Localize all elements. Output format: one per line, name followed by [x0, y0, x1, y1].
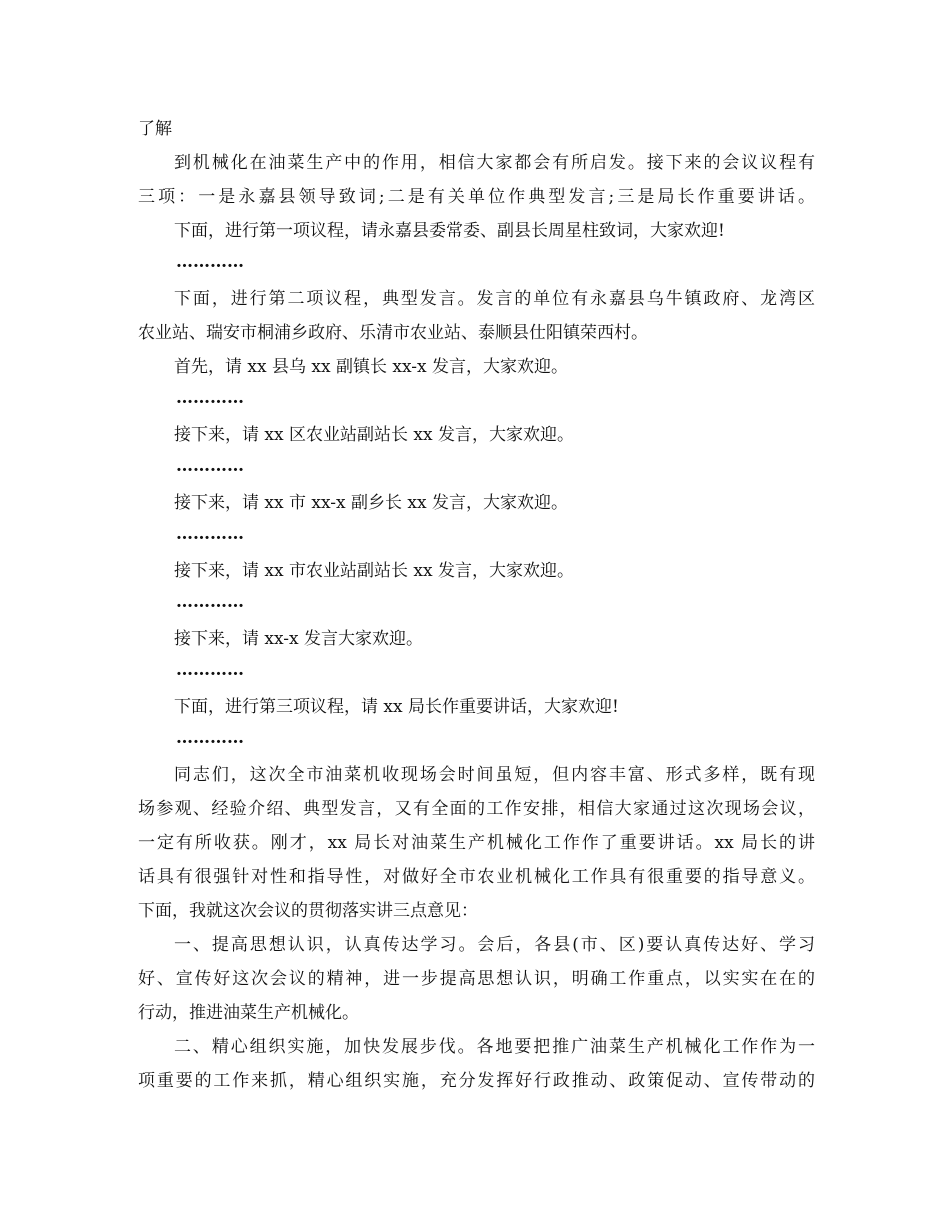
text-line: 了解 [138, 119, 172, 139]
text-line: 同志们，这次全市油菜机收现场会时间虽短，但内容丰富、形式多样，既有现 [174, 765, 815, 785]
text-line: 接下来，请 xx-x 发言大家欢迎。 [174, 629, 424, 649]
ellipsis-separator: ………… [176, 252, 244, 272]
text-line: 一定有所收获。刚才，xx 局长对油菜生产机械化工作作了重要讲话。xx 局长的讲 [138, 833, 815, 853]
text-line: 三项：一是永嘉县领导致词;二是有关单位作典型发言;三是局长作重要讲话。 [138, 187, 815, 207]
text-line: 接下来，请 xx 市 xx-x 副乡长 xx 发言，大家欢迎。 [174, 493, 568, 513]
ellipsis-separator: ………… [176, 388, 244, 408]
text-line: 下面，进行第二项议程，典型发言。发言的单位有永嘉县乌牛镇政府、龙湾区 [174, 289, 815, 309]
ellipsis-separator: ………… [176, 592, 244, 612]
ellipsis-separator: ………… [176, 456, 244, 476]
text-line: 下面，我就这次会议的贯彻落实讲三点意见： [138, 901, 478, 921]
text-line: 项重要的工作来抓，精心组织实施，充分发挥好行政推动、政策促动、宣传带动的 [138, 1071, 815, 1091]
text-line: 行动，推进油菜生产机械化。 [138, 1003, 359, 1023]
text-line: 下面，进行第三项议程，请 xx 局长作重要讲话，大家欢迎! [174, 697, 619, 717]
ellipsis-separator: ………… [176, 728, 244, 748]
text-line: 话具有很强针对性和指导性，对做好全市农业机械化工作具有很重要的指导意义。 [138, 867, 815, 887]
text-line: 农业站、瑞安市桐浦乡政府、乐清市农业站、泰顺县仕阳镇荣西村。 [138, 323, 648, 343]
text-line: 首先，请 xx 县乌 xx 副镇长 xx-x 发言，大家欢迎。 [174, 357, 568, 377]
text-line: 接下来，请 xx 市农业站副站长 xx 发言，大家欢迎。 [174, 561, 574, 581]
text-line: 接下来，请 xx 区农业站副站长 xx 发言，大家欢迎。 [174, 425, 574, 445]
text-line: 好、宣传好这次会议的精神，进一步提高思想认识，明确工作重点，以实实在在的 [138, 969, 815, 989]
text-line: 二、精心组织实施，加快发展步伐。各地要把推广油菜生产机械化工作作为一 [174, 1037, 815, 1057]
text-line: 场参观、经验介绍、典型发言，又有全面的工作安排，相信大家通过这次现场会议， [138, 799, 815, 819]
text-line: 下面，进行第一项议程，请永嘉县委常委、副县长周星柱致词，大家欢迎! [174, 221, 725, 241]
text-line: 一、提高思想认识，认真传达学习。会后，各县(市、区)要认真传达好、学习 [174, 935, 815, 955]
document-body [138, 112, 815, 1098]
ellipsis-separator: ………… [176, 660, 244, 680]
ellipsis-separator: ………… [176, 524, 244, 544]
text-line: 到机械化在油菜生产中的作用，相信大家都会有所启发。接下来的会议议程有 [174, 153, 815, 173]
